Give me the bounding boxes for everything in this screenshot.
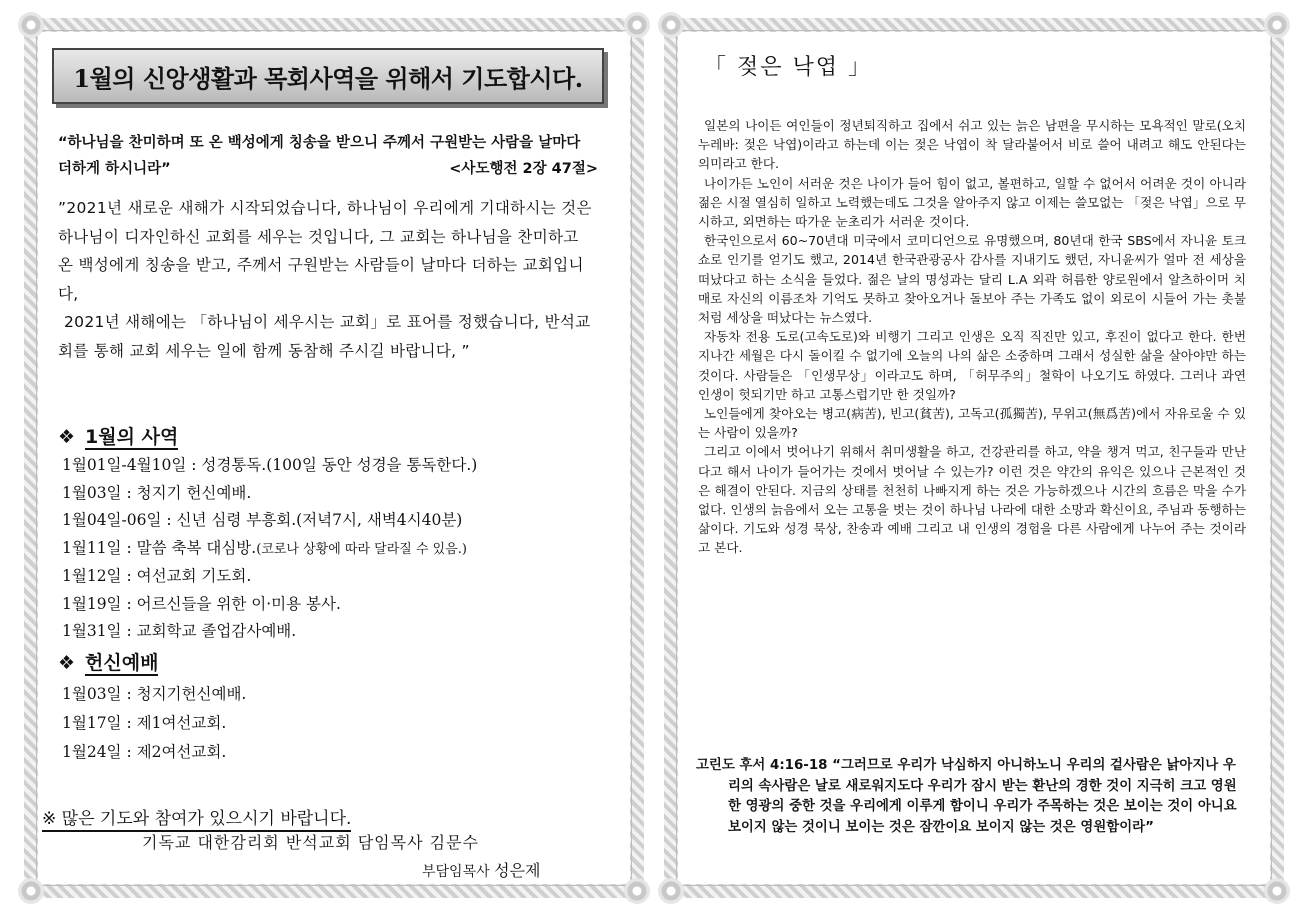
closing-note: ※ 많은 기도와 참여가 있으시기 바랍니다. xyxy=(42,804,351,832)
message-paragraph-1: ”2021년 새로운 새해가 시작되었습니다, 하나님이 우리에게 기대하시는 것은 하나님이 디자인하신 교회를 세우는 것입니다, 그 교회는 하나님을 찬미하고 온 백성에게 칭송을 받고, 주께서 구원받는 사람들이 날마다 더하는 교회입니다, xyxy=(58,199,592,303)
essay-paragraph: 나이가든 노인이 서러운 것은 나이가 들어 힘이 없고, 볼편하고, 일할 수 없어서 어려운 것이 아니라 젊은 시절 열심히 일하고 노력했는데도 그것을 알아주지 않고 이제는 쓸모없는 「젖은 낙엽」으로 무시하고, 외면하는 따가운 눈초리가 서러운 것이다. xyxy=(698,175,1246,230)
essay-title: 「 젖은 낙엽 」 xyxy=(704,55,872,80)
scripture-quote xyxy=(696,756,1246,838)
list-item: 1월31일 : 교회학교 졸업감사예배. xyxy=(62,622,297,640)
associate-pastor-signature: 부담임목사 성은제 xyxy=(422,861,541,880)
flower-ornament-icon xyxy=(1264,878,1290,904)
list-item: 1월04일-06일 : 신년 심령 부흥회.(저녁7시, 새벽4시40분) xyxy=(62,511,463,529)
essay-paragraph: 그리고 이에서 벗어나기 위해서 취미생활을 하고, 건강관리를 하고, 약을 챙겨 먹고, 친구들과 만난다고 해서 나이가 들어가는 것에서 벗어날 수 있는가? 이런 것은 약간의 유익은 있으나 근본적인 것은 해결이 안된다. 지금의 상태를 천천히 나빠지게 하는 것은 가능하겠으나 시간의 흐름은 막을 수가 없다. 인생의 늙음에서 오는 고통을 벗는 것이 하나님 나라에 대한 소망과 확신이요, 주님과 동행하는 삶이다. 기도와 성경 묵상, 찬송과 예배 그리고 내 인생의 경험을 다른 사람에게 나누어 주는 것이라고 본다. xyxy=(698,444,1246,556)
list-item: 1월19일 : 어르신들을 위한 이·미용 봉사. xyxy=(62,594,341,613)
left-page xyxy=(24,18,644,898)
flower-ornament-icon xyxy=(624,878,650,904)
list-item: 1월11일 : 말씀 축복 대심방.(코로나 상황에 따라 달라질 수 있음.) xyxy=(62,538,467,557)
essay-body xyxy=(698,116,1246,558)
new-year-message xyxy=(58,194,598,365)
ministry-heading: ❖ 1월의 사역 xyxy=(58,426,179,448)
left-content xyxy=(42,44,616,880)
list-item: 1월17일 : 제1여선교회. xyxy=(62,714,227,732)
flower-ornament-icon xyxy=(624,12,650,38)
flower-ornament-icon xyxy=(18,12,44,38)
list-item-note: (코로나 상황에 따라 달라질 수 있음.) xyxy=(256,541,467,557)
flower-ornament-icon xyxy=(658,12,684,38)
essay-paragraph: 자동차 전용 도로(고속도로)와 비행기 그리고 인생은 오직 직진만 있고, 후진이 없다고 한다. 한번 지나간 세월은 다시 돌이킬 수 없기에 오늘의 나의 삶은 소중하며 그래서 성실한 삶을 살아야만 하는 것이다. 사람들은 「인생무상」이라고도 하며, 「허무주의」철학이 나오기도 하였다. 그러나 과연 인생이 헛되기만 하고 고통스럽기만 한 것일까? xyxy=(698,329,1246,402)
verse-reference: <사도행전 2장 47절> xyxy=(449,161,598,177)
message-paragraph-2: 2021년 새해에는 「하나님이 세우시는 교회」로 표어를 정했습니다, 반석교회를 통해 교회 세우는 일에 함께 동참해 주시길 바랍니다, ” xyxy=(58,313,591,360)
flower-ornament-icon xyxy=(658,878,684,904)
diamond-bullet-icon: ❖ xyxy=(58,426,76,448)
right-content xyxy=(692,44,1256,876)
worship-heading: ❖ 헌신예배 xyxy=(58,652,159,674)
church-signature: 기독교 대한감리회 반석교회 담임목사 김문수 xyxy=(142,833,480,852)
list-item: 1월01일-4월10일 : 성경통독.(100일 동안 성경을 통독한다.) xyxy=(62,456,478,474)
essay-paragraph: 한국인으로서 60~70년대 미국에서 코미디언으로 유명했으며, 80년대 한국 SBS에서 자니윤 토크쇼로 인기를 얻기도 했고, 2014년 한국관광공사 감사를 지내기도 했던, 자니윤씨가 얼마 전 세상을 떠났다고 하는 소식을 들었다. 젊은 날의 명성과는 달리 L.A 외곽 허름한 양로원에서 알츠하이머 치매로 자신의 이름조차 기억도 못하고 찾아오거나 돌보아 주는 가족도 없이 외로이 시들어 가는 촛불처럼 세상을 떠났다는 뉴스였다. xyxy=(698,233,1246,326)
list-item: 1월24일 : 제2여선교회. xyxy=(62,743,227,761)
bible-verse xyxy=(58,130,598,182)
scripture-text: “그러므로 우리가 낙심하지 아니하노니 우리의 겉사람은 낡아지나 우리의 속사람은 날로 새로워지도다 우리가 잠시 받는 환난의 경한 것이 지극히 크고 영원한 영광의 중한 것을 우리에게 이루게 함이니 우리가 주목하는 것은 보이는 것이 아니요 보이지 않는 것이니 보이는 것은 잠깐이요 보이지 않는 것은 영원함이라” xyxy=(728,758,1237,835)
list-item: 1월12일 : 여선교회 기도회. xyxy=(62,567,252,585)
diamond-bullet-icon: ❖ xyxy=(58,652,76,674)
verse-text: “하나님을 찬미하며 또 온 백성에게 칭송을 받으니 주께서 구원받는 사람을 날마다 더하게 하시니라” xyxy=(58,135,581,177)
list-item: 1월03일 : 청지기 헌신예배. xyxy=(62,483,252,502)
flower-ornament-icon xyxy=(18,878,44,904)
worship-list xyxy=(62,680,602,767)
right-page xyxy=(664,18,1284,898)
essay-paragraph: 노인들에게 찾아오는 병고(病苦), 빈고(貧苦), 고독고(孤獨苦), 무위고(無爲苦)에서 자유로울 수 있는 사람이 있을까? xyxy=(698,406,1246,441)
ministry-list xyxy=(62,452,602,646)
scripture-reference: 고린도 후서 4:16-18 xyxy=(696,758,828,773)
page-title: 1월의 신앙생활과 목회사역을 위해서 기도합시다. xyxy=(52,48,604,104)
flower-ornament-icon xyxy=(1264,12,1290,38)
list-item: 1월03일 : 청지기헌신예배. xyxy=(62,685,247,703)
essay-paragraph: 일본의 나이든 여인들이 정년퇴직하고 집에서 쉬고 있는 늙은 남편을 무시하는 모욕적인 말로(오치누레바: 젖은 낙엽)이라고 하는데 이는 젖은 낙엽이 착 달라붙어서 비로 쓸어 내려고 해도 안된다는 의미라고 한다. xyxy=(698,118,1246,172)
